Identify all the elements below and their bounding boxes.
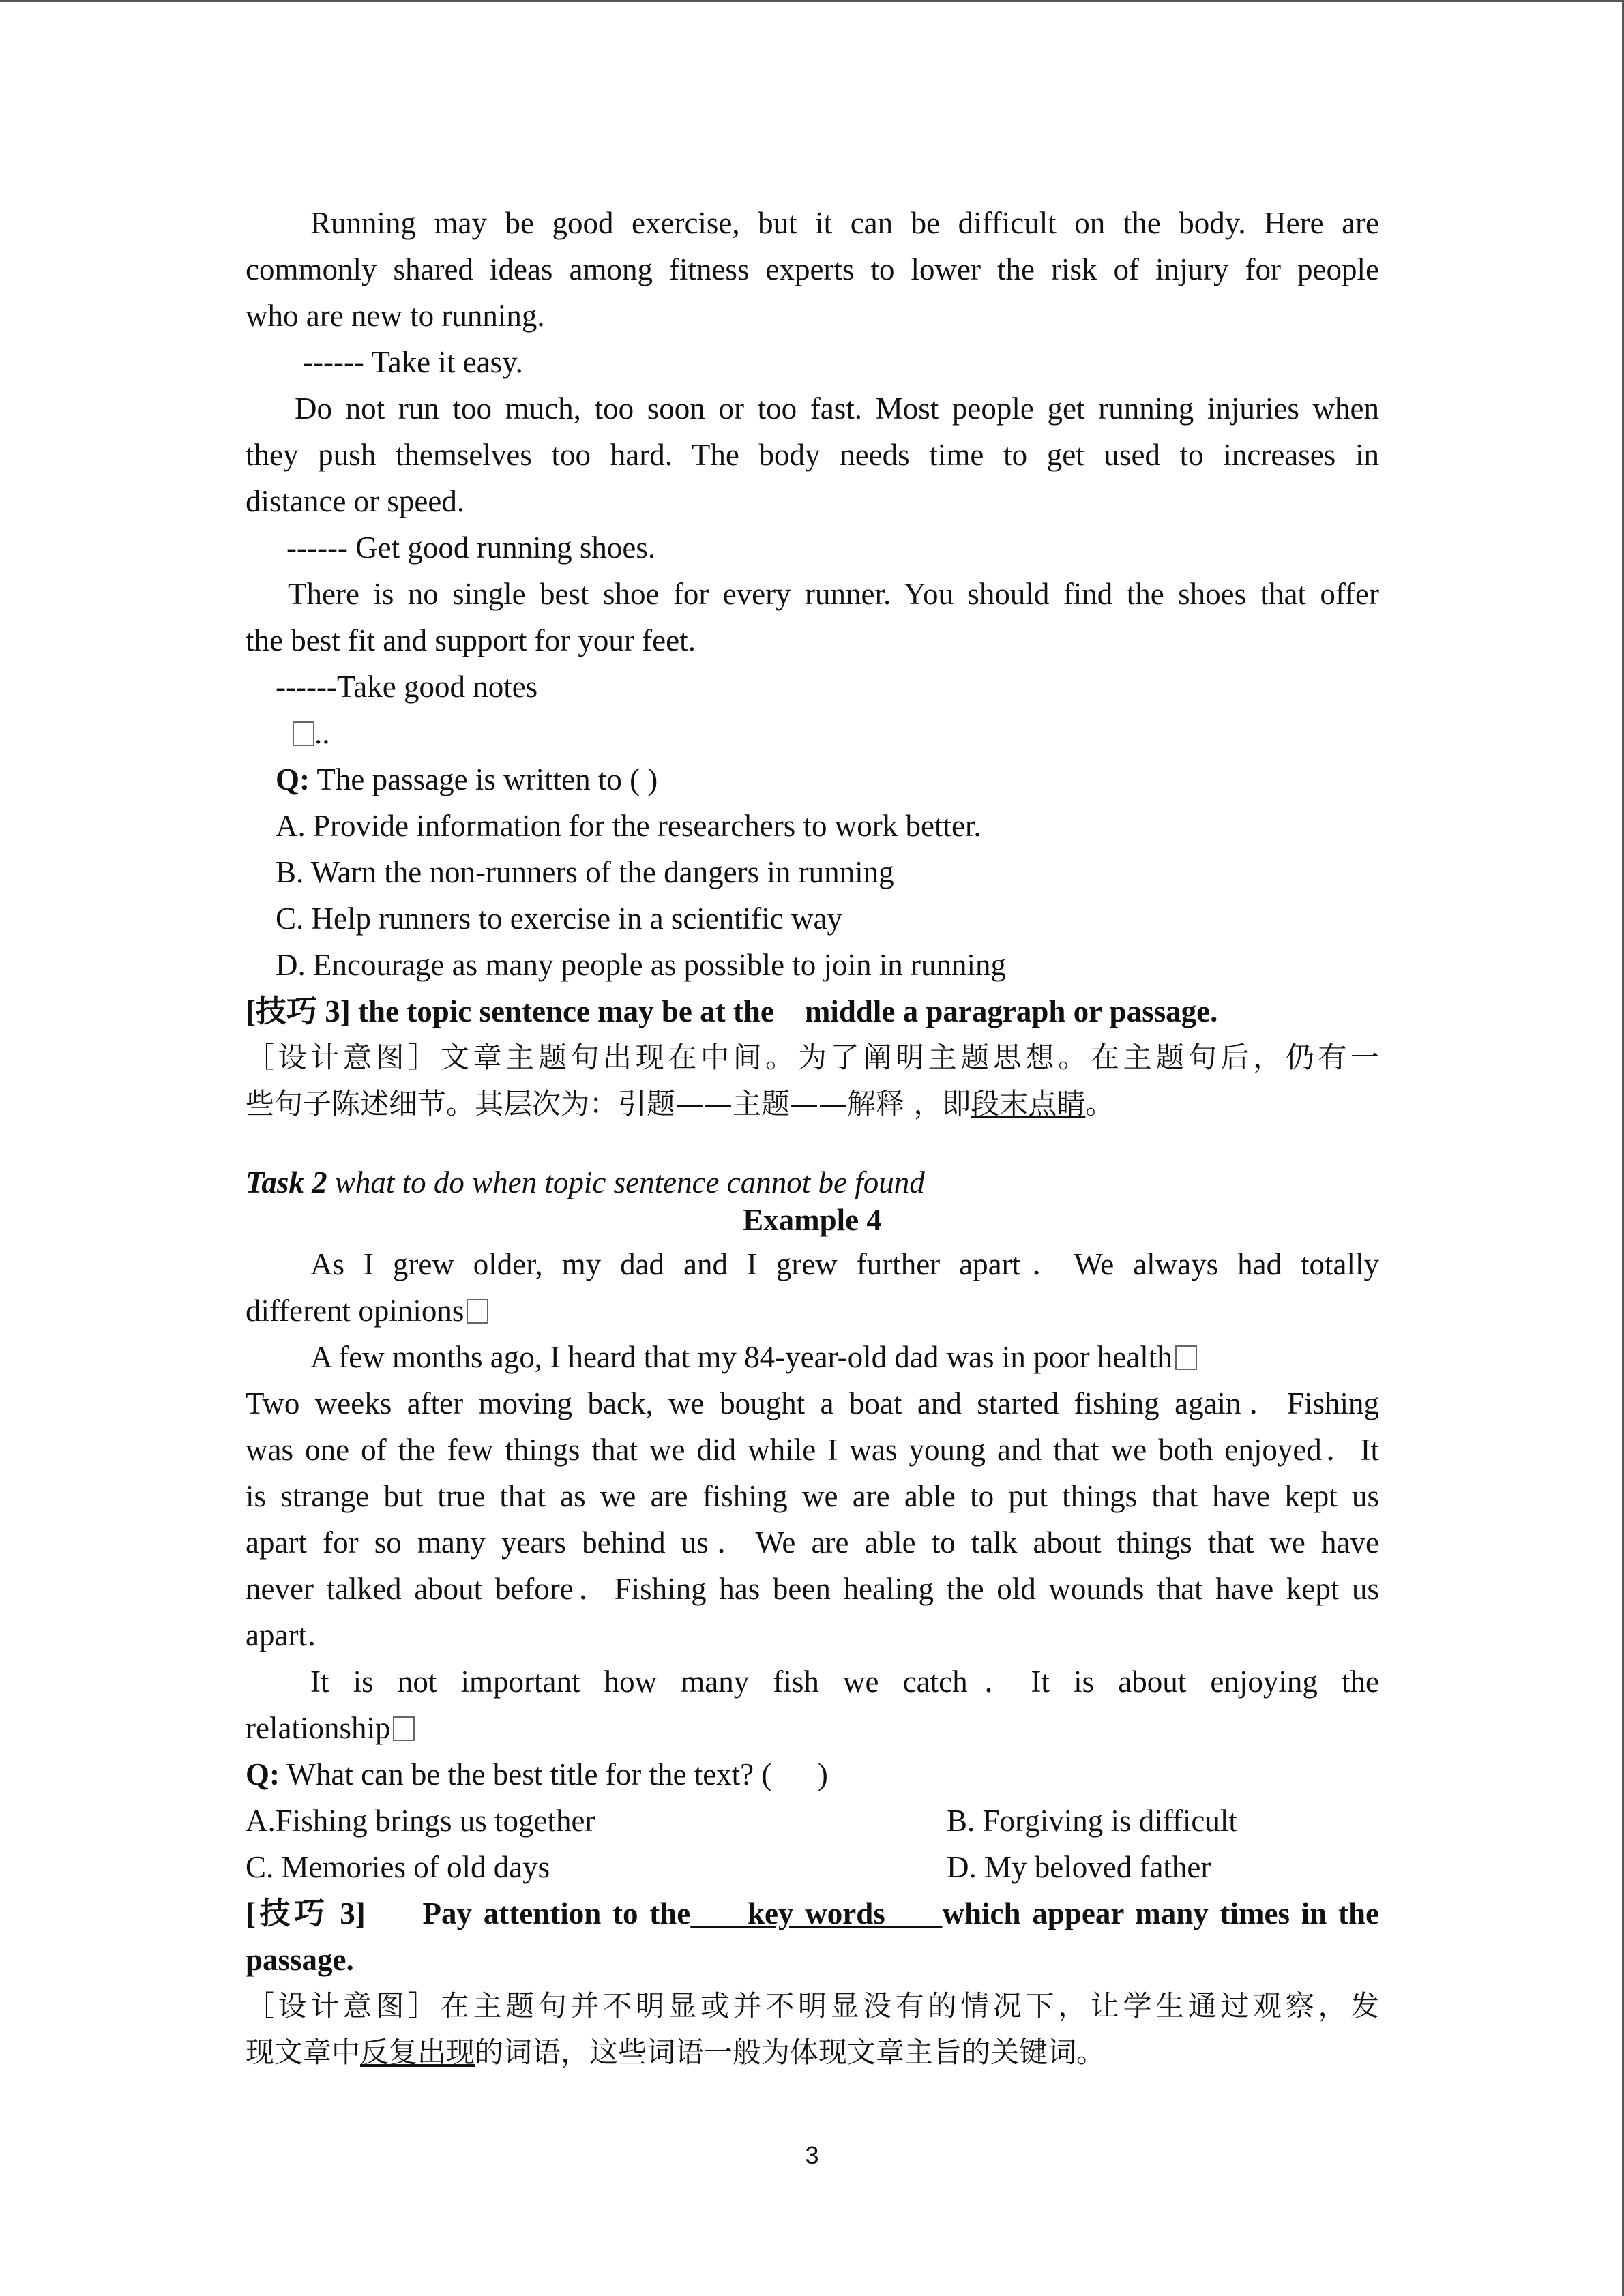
- page-border-top: [0, 0, 1624, 2]
- tip-text: which appear many times in the: [942, 1896, 1379, 1930]
- missing-glyph-box: [293, 721, 314, 746]
- missing-glyph-box: [467, 1299, 488, 1324]
- ellipsis: ..: [314, 716, 330, 750]
- passage1-line: Do not run too much, too soon or too fast. Most people get running injuries when: [295, 391, 1379, 426]
- question-label: Q:: [276, 762, 310, 796]
- q2-option-b: B. Forgiving is difficult: [947, 1804, 1237, 1838]
- question-2: [246, 1751, 1379, 1798]
- q2-option-a: A.Fishing brings us together: [246, 1804, 595, 1838]
- page-number: 3: [805, 2141, 819, 2169]
- passage1-line: they push themselves too hard. The body needs time to get used to increases in: [246, 438, 1379, 472]
- passage2-line: apart．: [246, 1618, 338, 1652]
- passage1-line: commonly shared ideas among fitness experts to lower the risk of injury for people: [246, 252, 1379, 286]
- tip-text: [技巧 3] Pay attention to the: [246, 1896, 691, 1930]
- q2-option-c: C. Memories of old days: [246, 1850, 550, 1884]
- q1-option-b: B. Warn the non-runners of the dangers in running: [276, 855, 894, 889]
- design-text: 的词语，这些词语一般为体现文章主旨的关键词。: [475, 2036, 1106, 2069]
- design-text: 。: [1085, 1087, 1114, 1120]
- passage2-line: [246, 1705, 1379, 1751]
- heading-take-notes: ------Take good notes: [276, 670, 538, 704]
- passage2-line: Two weeks after moving back, we bought a boat and started fishing again．Fishing: [246, 1386, 1379, 1420]
- tip-underlined: key words: [690, 1896, 943, 1930]
- task-label: Task 2: [246, 1165, 327, 1199]
- passage2-line: [246, 1287, 1379, 1334]
- design-intent-1-line2: [246, 1081, 1379, 1127]
- design-text: 些句子陈述细节。其层次为：引题——主题——解释 ，即: [246, 1087, 971, 1120]
- question-label: Q:: [246, 1757, 280, 1791]
- design-text: 文章主题句出现在中间。为了阐明主题思想。在主题句后，仍有一: [440, 1041, 1379, 1074]
- example-4-heading: Example 4: [743, 1203, 882, 1237]
- passage2-text: relationship: [246, 1711, 391, 1745]
- passage2-text: different opinions: [246, 1294, 464, 1328]
- question-text: What can be the best title for the text? ( ): [280, 1757, 828, 1791]
- passage1-line: who are new to running.: [246, 299, 545, 333]
- q1-option-c: C. Help runners to exercise in a scientific way: [276, 901, 842, 936]
- design-intent-2-line1: [246, 1983, 1379, 2029]
- passage2-line: apart for so many years behind us．We are able to talk about things that we have: [246, 1525, 1379, 1560]
- passage2-line: was one of the few things that we did while I was young and that we both enjoyed．It: [246, 1433, 1379, 1467]
- q2-option-d: D. My beloved father: [947, 1850, 1211, 1884]
- design-label: ［设计意图］: [246, 1989, 441, 2023]
- task-text: what to do when topic sentence cannot be found: [327, 1165, 925, 1199]
- design-text: 现文章中: [246, 2036, 361, 2069]
- tip-3-key-words-line2: passage.: [246, 1943, 354, 1977]
- passage2-line: As I grew older, my dad and I grew further apart．We always had totally: [310, 1247, 1379, 1281]
- passage2-text: A few months ago, I heard that my 84-year-old dad was in poor health: [310, 1340, 1172, 1374]
- heading-good-shoes: ------ Get good running shoes.: [286, 531, 656, 565]
- ellipsis-line: [290, 710, 1423, 756]
- passage1-line: Running may be good exercise, but it can be difficult on the body. Here are: [310, 206, 1379, 240]
- design-label: ［设计意图］: [246, 1041, 441, 1074]
- passage1-line: There is no single best shoe for every runner. You should find the shoes that offer: [288, 577, 1379, 611]
- missing-glyph-box: [393, 1716, 415, 1741]
- question-1: [276, 756, 1409, 803]
- missing-glyph-box: [1175, 1345, 1197, 1370]
- heading-take-it-easy: ------ Take it easy.: [303, 345, 523, 379]
- design-text: 在主题句并不明显或并不明显没有的情况下，让学生通过观察，发: [440, 1989, 1379, 2023]
- design-underlined: 反复出现: [360, 2036, 475, 2069]
- q1-option-d: D. Encourage as many people as possible to join in running: [276, 948, 1007, 982]
- passage2-line: [310, 1334, 1444, 1380]
- design-intent-1-line1: [246, 1034, 1379, 1081]
- q2-options-row-1: [246, 1798, 1379, 1844]
- passage2-line: is strange but true that as we are fishing we are able to put things that have kept us: [246, 1479, 1379, 1513]
- tip-3-topic-middle: [技巧 3] the topic sentence may be at the middle a paragraph or passage.: [246, 994, 1218, 1028]
- q1-option-a: A. Provide information for the researchers to work better.: [276, 809, 981, 843]
- passage1-line: the best fit and support for your feet.: [246, 623, 696, 657]
- tip-3-key-words: [246, 1890, 1379, 1937]
- q2-options-row-2: [246, 1844, 1379, 1890]
- passage2-line: never talked about before．Fishing has been healing the old wounds that have kept us: [246, 1572, 1379, 1606]
- passage1-line: distance or speed.: [246, 484, 465, 518]
- design-intent-2-line2: [246, 2029, 1379, 2076]
- passage2-line: It is not important how many fish we catch．It is about enjoying the: [310, 1665, 1379, 1699]
- question-text: The passage is written to ( ): [310, 762, 658, 796]
- design-underlined: 段末点睛: [971, 1087, 1086, 1120]
